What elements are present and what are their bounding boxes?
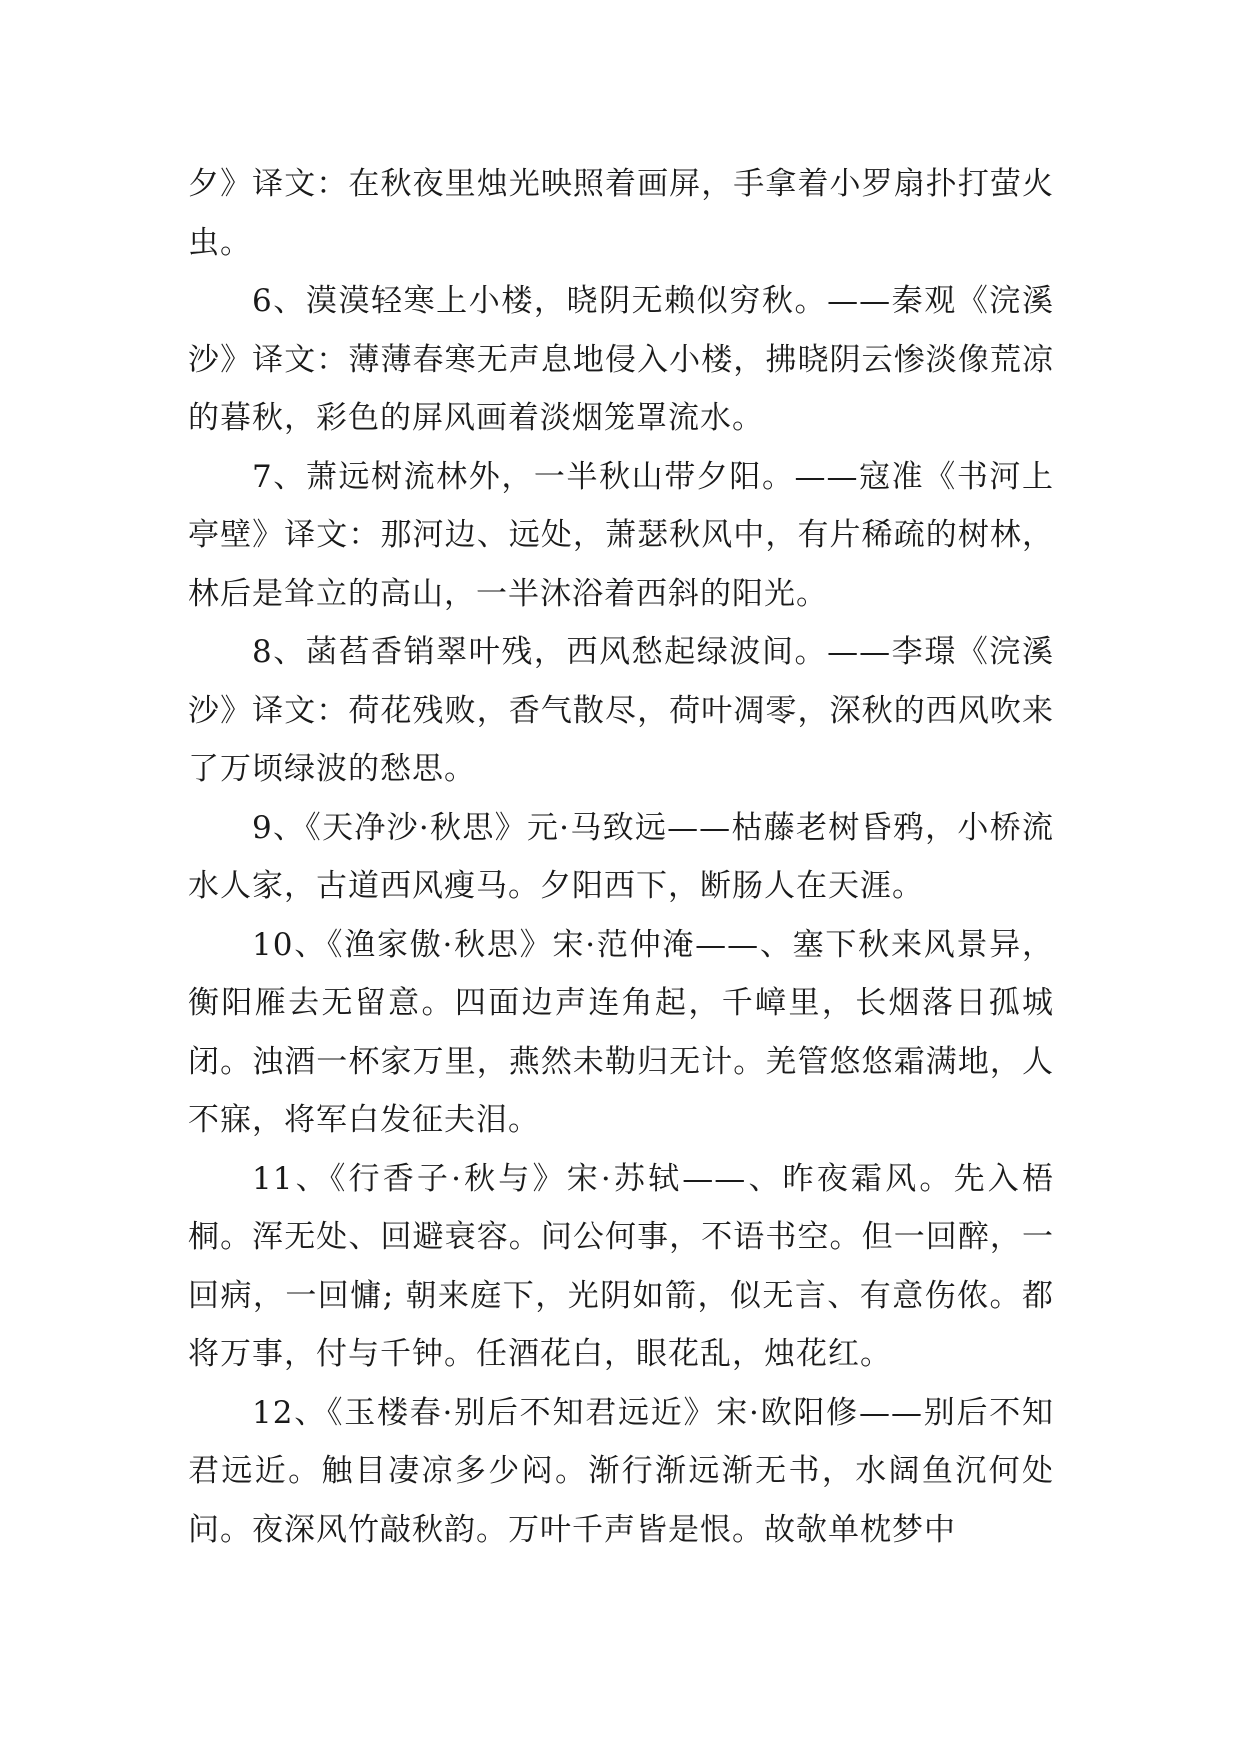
paragraph-5: 9、《天净沙·秋思》元·马致远——枯藤老树昏鸦，小桥流水人家，古道西风瘦马。夕阳西下，断肠人在天涯。 xyxy=(188,809,1054,904)
paragraph-8: 12、《玉楼春·别后不知君远近》宋·欧阳修——别后不知君远近。触目凄凉多少闷。渐行渐远渐无书，水阔鱼沉何处问。夜深风竹敲秋韵。万叶千声皆是恨。故欹单枕梦中 xyxy=(188,1394,1054,1548)
paragraph-4: 8、菡萏香销翠叶残，西风愁起绿波间。——李璟《浣溪沙》译文：荷花残败，香气散尽，荷叶凋零，深秋的西风吹来了万顷绿波的愁思。 xyxy=(188,634,1054,787)
paragraph-7: 11、《行香子·秋与》宋·苏轼——、昨夜霜风。先入梧桐。浑无处、回避衰容。问公何事，不语书空。但一回醉，一回病，一回慵; 朝来庭下，光阴如箭，似无言、有意伤侬。都将万事，付与千钟。任酒花白，眼花乱，烛花红。 xyxy=(188,1160,1054,1372)
paragraph-1: 夕》译文：在秋夜里烛光映照着画屏，手拿着小罗扇扑打萤火虫。 xyxy=(188,166,1054,261)
paragraph-6: 10、《渔家傲·秋思》宋·范仲淹——、塞下秋来风景异，衡阳雁去无留意。四面边声连角起，千嶂里，长烟落日孤城闭。浊酒一杯家万里，燕然未勒归无计。羌管悠悠霜满地，人不寐，将军白发征夫泪。 xyxy=(188,926,1054,1138)
paragraph-3: 7、萧远树流林外，一半秋山带夕阳。——寇准《书河上亭壁》译文：那河边、远处，萧瑟秋风中，有片稀疏的树林，林后是耸立的高山，一半沐浴着西斜的阳光。 xyxy=(188,458,1054,612)
document-body xyxy=(188,155,1054,1559)
paragraph-2: 6、漠漠轻寒上小楼，晓阴无赖似穷秋。——秦观《浣溪沙》译文：薄薄春寒无声息地侵入小楼，拂晓阴云惨淡像荒凉的暮秋，彩色的屏风画着淡烟笼罩流水。 xyxy=(188,283,1054,436)
